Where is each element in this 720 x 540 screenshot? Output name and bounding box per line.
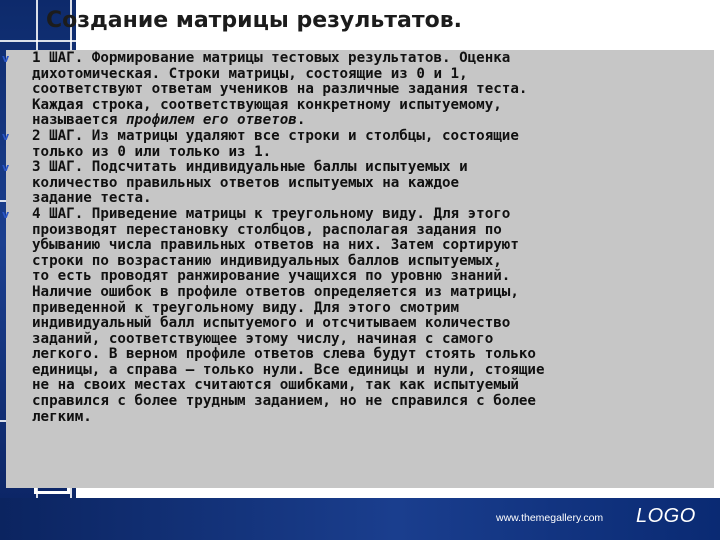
footer-url: www.themegallery.com (496, 512, 604, 524)
v-check-bullet-icon: v (2, 161, 10, 175)
steps-list (2, 50, 712, 425)
step-text: 2 ШАГ. Из матрицы удаляют все строки и столбцы, состоящие только из 0 или только из 1. (32, 127, 519, 160)
footer-bar (0, 498, 720, 540)
step-item (2, 159, 712, 207)
v-check-bullet-icon: v (2, 129, 10, 143)
step-text: 4 ШАГ. Приведение матрицы к треугольному виду. Для этого производят перестановку столбцов, располагая задания по убыванию числа правильных ответов на них. Затем сортируют строки по возрастанию индивидуальных баллов испытуемых, то есть проводят ранжирование учащихся по уровню знаний. Наличие ошибок в профиле ответов определяется из матрицы, приведенной к треугольному виду. Для этого смотрим индивидуальный балл испытуемого и отсчитываем количество заданий, соответствующее этому числу, начиная с самого легкого. В верном профиле ответов слева будут стоять только единицы, а справа – только нули. Все единицы и нули, стоящие не на своих местах считаются ошибками, так как испытуемый справился с более трудным заданием, но не справился с более легким. (32, 205, 545, 425)
step-emphasis: профилем его ответов (125, 112, 297, 129)
step-text: 3 ШАГ. Подсчитать индивидуальные баллы испытуемых и количество правильных ответов испытуемых на каждое задание теста. (32, 159, 468, 207)
footer-logo: LOGO (636, 505, 696, 527)
step-item (2, 127, 712, 160)
v-check-bullet-icon: v (2, 52, 10, 65)
slide-title: Создание матрицы результатов. (46, 8, 463, 33)
step-item (2, 205, 712, 425)
step-tail: . (296, 112, 306, 129)
step-text: 1 ШАГ. Формирование матрицы тестовых результатов. Оценка дихотомическая. Строки матрицы, состоящие из 0 и 1, соответствуют ответам учеников на различные задания теста. Каждая строка, соответствующая конкретному испытуемому, называется (32, 50, 528, 129)
v-check-bullet-icon: v (2, 207, 10, 221)
band-grid-line (0, 40, 76, 42)
step-item (2, 50, 712, 129)
